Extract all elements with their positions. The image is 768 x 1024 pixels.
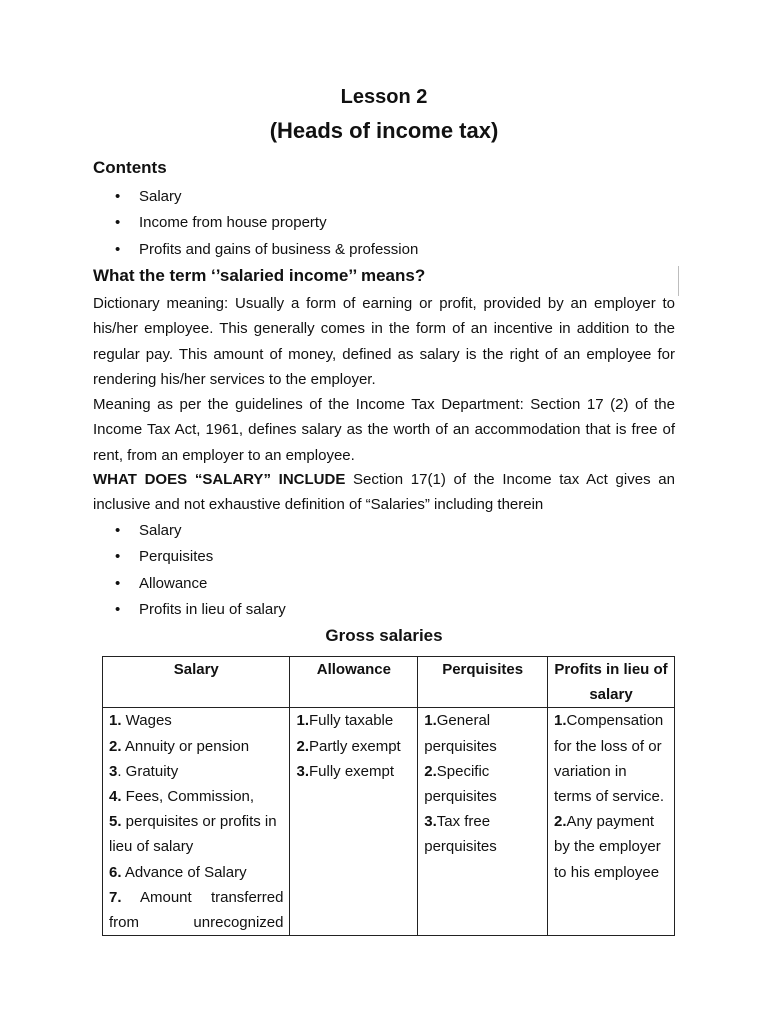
salary-includes-list [93,518,286,623]
salary-item: 6. Advance of Salary [109,863,247,881]
column-header-allowance: Allowance [290,657,418,708]
profits-item: 1.Compensation for the loss of or variation in terms of service. [554,712,665,806]
perquisites-item: 3.Tax free perquisites [424,813,497,856]
salary-item: 4. Fees, Commission, [109,788,255,806]
allowance-item: 2.Partly exempt [296,737,401,755]
list-item: • Income from house property [93,210,418,236]
salary-include-text: Section 17(1) of the Income tax Act gives an inclusive and not exhaustive definition of “Salaries” including therein [93,471,675,514]
salary-item: 2. Annuity or pension [109,737,250,755]
allowance-item: 3.Fully exempt [296,762,395,780]
list-item: • Profits and gains of business & profession [93,237,418,263]
paragraph-salary-include [93,467,675,518]
paragraph-dictionary-meaning: Dictionary meaning: Usually a form of earning or profit, provided by an employer to his/her employee. This generally comes in the form of an incentive in addition to the regular pay. This amount of money, defined as salary is the right of an employee for rendering his/her services to the employer. [93,295,675,388]
list-item: • Salary [93,518,286,544]
column-header-perquisites: Perquisites [418,657,548,708]
allowance-item: 1.Fully taxable [296,712,394,730]
gross-salaries-table [102,656,675,936]
paragraph-tax-department-meaning: Meaning as per the guidelines of the Income Tax Department: Section 17 (2) of the Income Tax Act, 1961, defines salary as the worth of an accommodation that is free of rent, from an employer to an employee. [93,396,675,464]
contents-heading: Contents [93,158,167,177]
column-header-profits: Profits in lieu of salary [548,657,675,708]
perquisites-cell [418,708,548,936]
list-item: • Salary [93,184,418,210]
salary-item: 3. Gratuity [109,762,179,780]
salary-item: 7. Amount transferred from unrecognized [109,888,284,932]
perquisites-item: 1.General perquisites [424,712,497,755]
profits-item: 2.Any payment by the employer to his employee [554,813,661,881]
profits-cell [548,708,675,936]
salary-item: 1. Wages [109,712,172,730]
page-title: (Heads of income tax) [269,118,499,143]
divider [678,266,679,296]
lesson-number: Lesson 2 [340,86,428,108]
perquisites-item: 2.Specific perquisites [424,762,497,806]
column-header-salary: Salary [103,657,290,708]
contents-list [93,184,418,263]
salary-item: 5. perquisites or profits in lieu of salary [109,813,277,856]
list-item: • Perquisites [93,544,286,570]
section-heading: What the term ‘’salaried income’’ means? [93,266,426,285]
allowance-cell [290,708,418,936]
salary-cell [103,708,290,936]
salary-include-heading: WHAT DOES “SALARY” INCLUDE [93,471,346,488]
table-header-row [103,657,675,708]
list-item: • Profits in lieu of salary [93,597,286,623]
list-item: • Allowance [93,571,286,597]
table-title: Gross salaries [325,626,443,645]
table-row [103,708,675,936]
